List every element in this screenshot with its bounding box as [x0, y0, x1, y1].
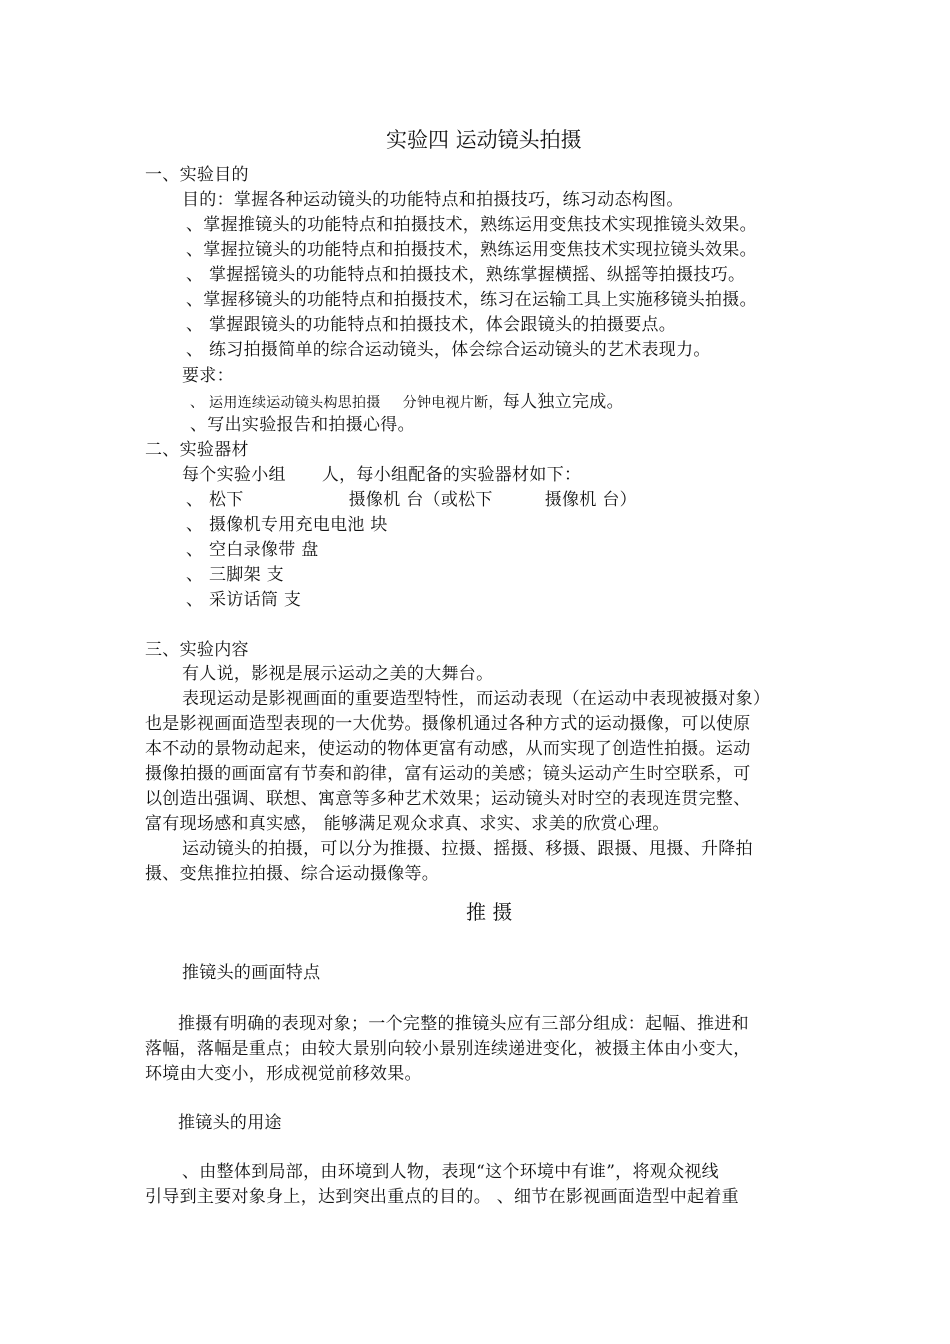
- requirements-label: 要求：: [182, 366, 234, 386]
- equipment-intro: [182, 465, 581, 485]
- paragraph-line: 富有现场感和真实感， 能够满足观众求真、求实、求美的欣赏心理。: [145, 814, 670, 834]
- requirement-text: 分钟电视片断，: [402, 395, 503, 411]
- equipment-text: 摄像机 台（或松下: [348, 490, 493, 510]
- equipment-intro-text: 每个实验小组: [182, 465, 286, 485]
- equipment-text: 、 松下: [186, 490, 244, 510]
- paragraph-line: 引导到主要对象身上，达到突出重点的目的。 、细节在影视画面造型中起着重: [145, 1187, 739, 1207]
- paragraph-line: 落幅，落幅是重点；由较大景别向较小景别连续递进变化，被摄主体由小变大，: [145, 1039, 751, 1059]
- equipment-item: 、 摄像机专用充电电池 块: [186, 515, 388, 535]
- paragraph-line: 以创造出强调、联想、寓意等多种艺术效果；运动镜头对时空的表现连贯完整、: [145, 789, 751, 809]
- equipment-text: 摄像机 台）: [544, 490, 637, 510]
- section-title: 推 摄: [466, 900, 513, 924]
- section-heading: 一、实验目的: [145, 165, 249, 185]
- purpose-item: 、掌握推镜头的功能特点和拍摄技术，熟练运用变焦技术实现推镜头效果。: [186, 215, 757, 235]
- purpose-item: 、 掌握摇镜头的功能特点和拍摄技术，熟练掌握横摇、纵摇等拍摄技巧。: [186, 265, 746, 285]
- purpose-item: 、掌握移镜头的功能特点和拍摄技术，练习在运输工具上实施移镜头拍摄。: [186, 290, 757, 310]
- paragraph-line: 环境由大变小，形成视觉前移效果。: [145, 1064, 422, 1084]
- paragraph-line: 本不动的景物动起来，使运动的物体更富有动感，从而实现了创造性拍摄。运动: [145, 739, 751, 759]
- subheading: 推镜头的画面特点: [182, 963, 321, 983]
- purpose-item: 、掌握拉镜头的功能特点和拍摄技术，熟练运用变焦技术实现拉镜头效果。: [186, 240, 757, 260]
- section-heading: 三、实验内容: [145, 640, 249, 660]
- purpose-item: 、 练习拍摄简单的综合运动镜头，体会综合运动镜头的艺术表现力。: [186, 340, 711, 360]
- paragraph-line: 有人说，影视是展示运动之美的大舞台。: [182, 664, 494, 684]
- requirement-item: [190, 392, 624, 413]
- purpose-line: 目的：掌握各种运动镜头的功能特点和拍摄技巧，练习动态构图。: [182, 190, 684, 210]
- subheading: 推镜头的用途: [178, 1113, 282, 1133]
- section-heading: 二、实验器材: [145, 440, 249, 460]
- equipment-item: 、 三脚架 支: [186, 565, 284, 585]
- equipment-item: 、 采访话筒 支: [186, 590, 302, 610]
- paragraph-line: 、由整体到局部，由环境到人物，表现“这个环境中有谁”，将观众视线: [182, 1162, 719, 1182]
- purpose-item: 、 掌握跟镜头的功能特点和拍摄技术，体会跟镜头的拍摄要点。: [186, 315, 677, 335]
- paragraph-line: 摄、变焦推拉拍摄、综合运动摄像等。: [145, 864, 440, 884]
- requirement-text: 、 运用连续运动镜头构思拍摄: [190, 395, 381, 411]
- requirement-text: 每人独立完成。: [502, 392, 624, 412]
- paragraph-line: 摄像拍摄的画面富有节奏和韵律，富有运动的美感；镜头运动产生时空联系，可: [145, 764, 751, 784]
- doc-title: 实验四 运动镜头拍摄: [386, 128, 582, 152]
- requirement-item: 、写出实验报告和拍摄心得。: [190, 415, 415, 435]
- paragraph-line: 推摄有明确的表现对象；一个完整的推镜头应有三部分组成：起幅、推进和: [178, 1014, 749, 1034]
- paragraph-line: 也是影视画面造型表现的一大优势。摄像机通过各种方式的运动摄像，可以使原: [145, 714, 751, 734]
- paragraph-line: 表现运动是影视画面的重要造型特性，而运动表现（在运动中表现被摄对象）: [182, 689, 771, 709]
- equipment-item: 、 空白录像带 盘: [186, 540, 319, 560]
- paragraph-line: 运动镜头的拍摄，可以分为推摄、拉摄、摇摄、移摄、跟摄、甩摄、升降拍: [182, 839, 753, 859]
- equipment-intro-text: 人，每小组配备的实验器材如下：: [321, 465, 582, 485]
- equipment-item: [186, 490, 637, 510]
